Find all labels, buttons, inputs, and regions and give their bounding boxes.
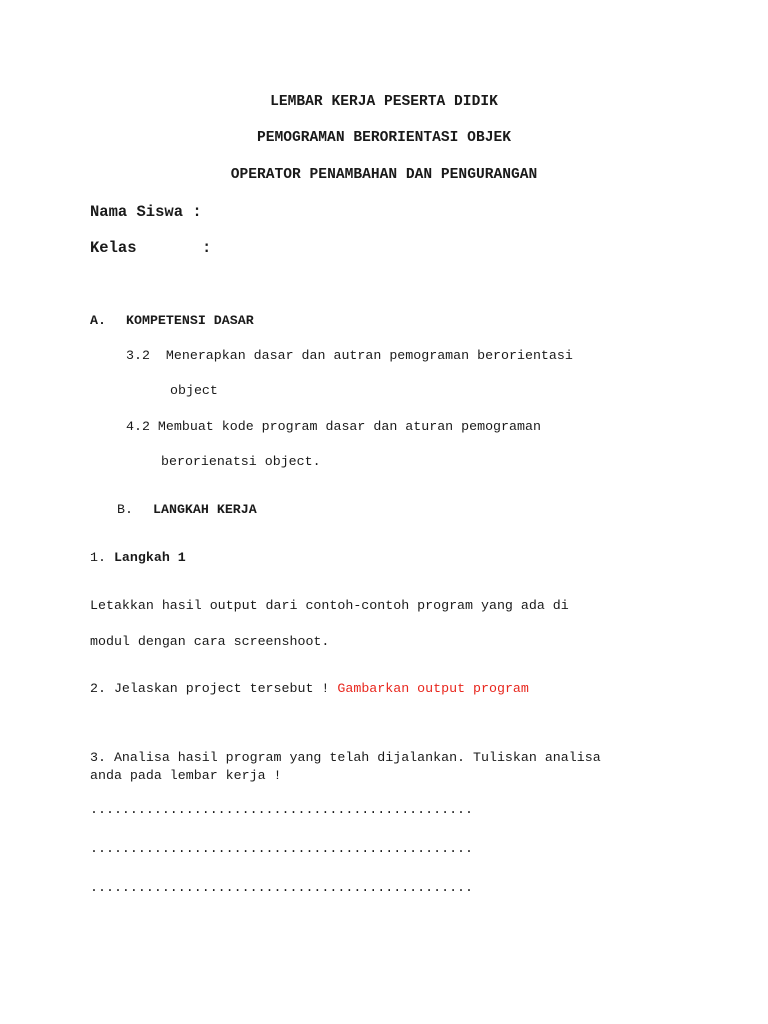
class-label: Kelas: [90, 239, 137, 257]
step-1-instruction: Letakkan hasil output dari contoh-contoh program yang ada di: [90, 598, 569, 613]
step-1-title: Langkah 1: [113, 550, 186, 565]
step-1-number: 1.: [90, 550, 106, 565]
step-3-instruction-continued: anda pada lembar kerja !: [90, 768, 282, 783]
answer-line-2: ................................................: [90, 841, 474, 856]
step-1-instruction-continued: modul dengan cara screenshoot.: [90, 634, 330, 649]
answer-line-3: ................................................: [90, 880, 474, 895]
step-2: [90, 681, 529, 697]
student-name-label: Nama Siswa :: [90, 203, 202, 221]
competency-item-2-continued: berorienatsi object.: [161, 454, 321, 469]
step-3-instruction: 3. Analisa hasil program yang telah dijalankan. Tuliskan analisa: [90, 750, 601, 765]
subject-title: PEMOGRAMAN BERORIENTASI OBJEK: [257, 130, 511, 146]
step-2-highlight: Gambarkan output program: [337, 681, 529, 696]
topic-title: OPERATOR PENAMBAHAN DAN PENGURANGAN: [230, 167, 538, 183]
competency-item-2: 4.2 Membuat kode program dasar dan aturan pemograman: [126, 419, 541, 434]
competency-item-1: 3.2 Menerapkan dasar dan autran pemograman berorientasi: [126, 348, 573, 363]
section-a-heading: KOMPETENSI DASAR: [126, 313, 254, 328]
answer-line-1: ................................................: [90, 802, 474, 817]
class-colon: :: [202, 239, 212, 257]
section-b-marker: B.: [117, 502, 133, 517]
section-a-marker: A.: [90, 313, 106, 328]
section-b-heading: LANGKAH KERJA: [153, 502, 257, 517]
step-2-text: 2. Jelaskan project tersebut !: [90, 681, 330, 696]
step-1: [90, 550, 186, 566]
competency-item-1-continued: object: [170, 383, 218, 398]
worksheet-title: LEMBAR KERJA PESERTA DIDIK: [270, 94, 498, 110]
